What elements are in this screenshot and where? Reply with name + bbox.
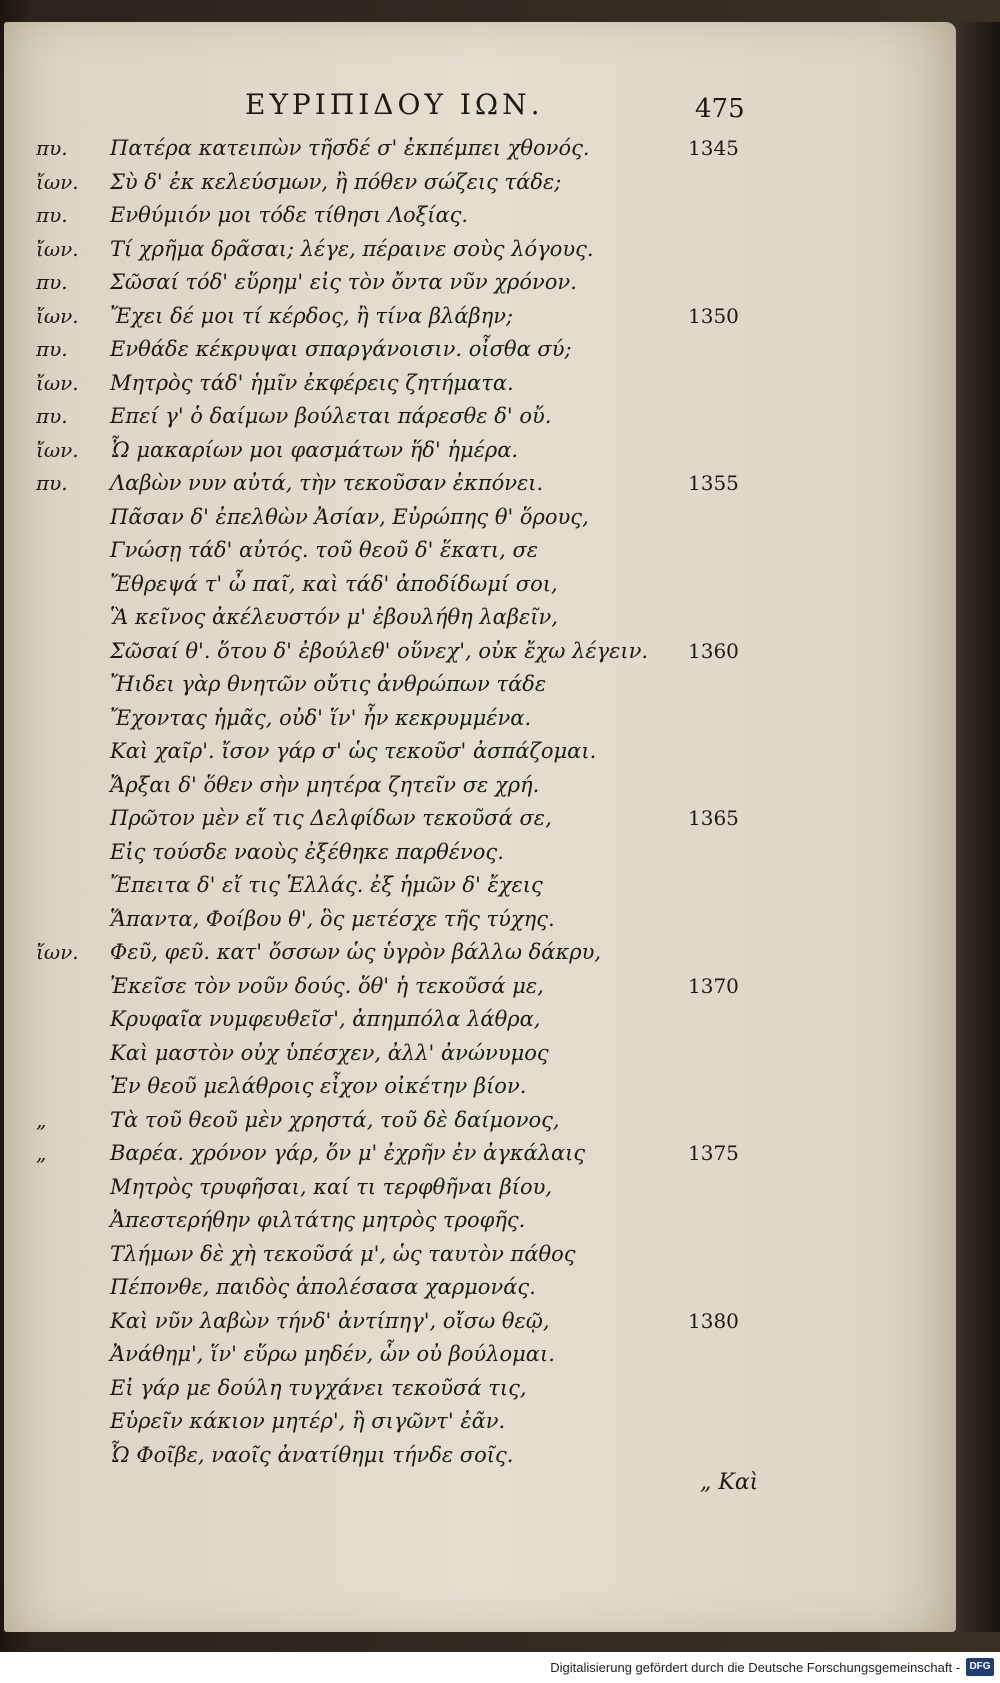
verse-line (0, 1338, 1000, 1372)
verse-text: Τὰ τοῦ θεοῦ μὲν χρηστά, τοῦ δὲ δαίμονος, (110, 1107, 560, 1132)
verse-text: Πατέρα κατειπὼν τῆσδέ σ' ἐκπέμπει χθονός. (110, 136, 590, 160)
dfg-logo: DFG (966, 1658, 994, 1676)
verse-text: Πρῶτον μὲν εἴ τις Δελφίδων τεκοῦσά σε, (110, 806, 552, 830)
speaker-label: ἴων. (36, 940, 79, 964)
speaker-label: πυ. (36, 471, 68, 495)
verse-line (0, 233, 1000, 267)
verse-text: Ενθάδε κέκρυψαι σπαργάνοισιν. οἶσθα σύ; (110, 337, 572, 361)
verse-text: Γνώσῃ τάδ' αὐτός. τοῦ θεοῦ δ' ἕκατι, σε (110, 538, 539, 562)
verse-line (0, 702, 1000, 736)
verse-line (0, 1271, 1000, 1305)
verse-line (0, 936, 1000, 970)
verse-line (0, 266, 1000, 300)
line-number: 1370 (688, 973, 739, 998)
verse-text: Σὺ δ' ἐκ κελεύσμων, ἢ πόθεν σώζεις τάδε; (110, 169, 562, 194)
speaker-label: „ (36, 1141, 47, 1165)
speaker-label: πυ. (36, 136, 68, 160)
line-number: 1350 (688, 303, 739, 328)
verse-text: Εἰς τούσδε ναοὺς ἐξέθηκε παρθένος. (110, 839, 504, 864)
verse-text: Ἃ κεῖνος ἀκέλευστόν μ' ἐβουλήθη λαβεῖν, (110, 605, 558, 629)
verse-text: Ἤιδει γὰρ θνητῶν οὔτις ἀνθρώπων τάδε (110, 672, 547, 696)
speaker-label: πυ. (36, 337, 68, 361)
verse-text: Επεί γ' ὁ δαίμων βούλεται πάρεσθε δ' οὔ. (110, 404, 552, 428)
verse-text: Πᾶσαν δ' ἐπελθὼν Ἀσίαν, Εὐρώπης θ' ὅρους, (110, 504, 589, 529)
speaker-label: πυ. (36, 203, 68, 227)
verse-line (0, 1305, 1000, 1339)
verse-line (0, 601, 1000, 635)
verse-text: Ὦ Φοῖβε, ναοῖς ἀνατίθημι τήνδε σοῖς. (110, 1442, 514, 1467)
running-title: ΕΥΡΙΠΙΔΟΥ ΙΩΝ. (245, 88, 544, 121)
line-number: 1365 (688, 806, 739, 830)
verse-line (0, 534, 1000, 568)
verse-text: Ἔπειτα δ' εἴ τις Ἑλλάς. ἐξ ἡμῶν δ' ἔχεις (110, 873, 543, 897)
page-number: 475 (695, 94, 745, 124)
verse-line (0, 668, 1000, 702)
verse-text: Φεῦ, φεῦ. κατ' ὄσσων ὡς ὑγρὸν βάλλω δάκρυ, (110, 940, 602, 964)
verse-text: Εὑρεῖν κάκιον μητέρ', ἢ σιγῶντ' ἐᾶν. (110, 1409, 506, 1433)
verse-text: Ἔχει δέ μοι τί κέρδος, ἢ τίνα βλάβην; (110, 303, 514, 328)
verse-line (0, 300, 1000, 334)
verse-line (0, 367, 1000, 401)
catchword: „ Καὶ (700, 1470, 759, 1495)
verse-text: Βαρέα. χρόνον γάρ, ὅν μ' ἐχρῆν ἐν ἀγκάλαις (110, 1141, 586, 1165)
verse-line (0, 1372, 1000, 1406)
verse-line (0, 1439, 1000, 1473)
verse-text: Ἅπαντα, Φοίβου θ', ὃς μετέσχε τῆς τύχης. (110, 906, 555, 931)
page-header (0, 88, 1000, 128)
speaker-label: „ (36, 1107, 47, 1132)
verse-text: Μητρὸς τάδ' ἡμῖν ἐκφέρεις ζητήματα. (110, 370, 514, 395)
verse-line (0, 635, 1000, 669)
verse-text: Λαβὼν νυν αὐτά, τὴν τεκοῦσαν ἐκπόνει. (110, 471, 544, 495)
verse-line (0, 333, 1000, 367)
verse-text: Καὶ νῦν λαβὼν τήνδ' ἀντίπηγ', οἴσω θεῷ, (110, 1308, 550, 1333)
line-number: 1360 (688, 638, 739, 663)
verse-line (0, 769, 1000, 803)
verse-text: Εἰ γάρ με δούλη τυγχάνει τεκοῦσά τις, (110, 1375, 527, 1400)
verse-text: Σῶσαί τόδ' εὕρημ' εἰς τὸν ὄντα νῦν χρόνον. (110, 270, 577, 294)
verse-text: Τί χρῆμα δρᾶσαι; λέγε, πέραινε σοὺς λόγους. (110, 236, 594, 261)
speaker-label: ἴων. (36, 370, 79, 395)
verse-line (0, 1137, 1000, 1171)
verse-line (0, 970, 1000, 1004)
verse-text: Καὶ μαστὸν οὐχ ὑπέσχεν, ἀλλ' ἀνώνυμος (110, 1040, 549, 1065)
verse-line (0, 1405, 1000, 1439)
verse-line (0, 1238, 1000, 1272)
speaker-label: πυ. (36, 404, 68, 428)
verse-line (0, 400, 1000, 434)
verse-line (0, 735, 1000, 769)
verse-line (0, 802, 1000, 836)
verse-line (0, 1104, 1000, 1138)
footer-bar (0, 1652, 1000, 1683)
line-number: 1345 (688, 136, 739, 160)
verse-text: Ὦ μακαρίων μοι φασμάτων ἥδ' ἡμέρα. (110, 437, 519, 462)
verse-text: Σῶσαί θ'. ὅτου δ' ἐβούλεθ' οὕνεχ', οὐκ ἔχω λέγειν. (110, 638, 649, 663)
verse-line (0, 869, 1000, 903)
verse-line (0, 1204, 1000, 1238)
verse-line (0, 467, 1000, 501)
verse-text: Καὶ χαῖρ'. ἴσον γάρ σ' ὡς τεκοῦσ' ἀσπάζομαι. (110, 739, 597, 763)
verse-text: Κρυφαῖα νυμφευθεῖσ', ἀπημπόλα λάθρα, (110, 1007, 541, 1031)
verse-text: Ἔχοντας ἡμᾶς, οὐδ' ἵν' ἦν κεκρυμμένα. (110, 705, 532, 730)
line-number: 1355 (688, 471, 739, 495)
verse-line (0, 1171, 1000, 1205)
verse-text: Ἐκεῖσε τὸν νοῦν δούς. ὅθ' ἡ τεκοῦσά με, (110, 973, 544, 998)
verse-line (0, 166, 1000, 200)
verse-text: Ἔθρεψά τ' ὦ παῖ, καὶ τάδ' ἀποδίδωμί σοι, (110, 571, 558, 596)
verse-line (0, 836, 1000, 870)
verse-lines (0, 132, 1000, 1472)
funding-credit: Digitalisierung gefördert durch die Deutsche Forschungsgemeinschaft - (550, 1660, 960, 1675)
verse-line (0, 434, 1000, 468)
verse-line (0, 1003, 1000, 1037)
line-number: 1375 (688, 1141, 739, 1165)
speaker-label: ἴων. (36, 303, 79, 328)
speaker-label: ἴων. (36, 169, 79, 194)
verse-line (0, 132, 1000, 166)
verse-line (0, 568, 1000, 602)
verse-text: Τλήμων δὲ χὴ τεκοῦσά μ', ὡς ταυτὸν πάθος (110, 1241, 576, 1266)
verse-line (0, 903, 1000, 937)
speaker-label: πυ. (36, 270, 68, 294)
verse-line (0, 1070, 1000, 1104)
verse-text: Ἀνάθημ', ἵν' εὕρω μηδέν, ὧν οὐ βούλομαι. (110, 1342, 555, 1366)
verse-text: Ἀπεστερήθην φιλτάτης μητρὸς τροφῆς. (110, 1208, 526, 1232)
verse-text: Ἐν θεοῦ μελάθροις εἶχον οἰκέτην βίον. (110, 1074, 527, 1098)
speaker-label: ἴων. (36, 236, 79, 261)
line-number: 1380 (688, 1308, 739, 1333)
verse-line (0, 501, 1000, 535)
verse-line (0, 1037, 1000, 1071)
verse-text: Ενθύμιόν μοι τόδε τίθησι Λοξίας. (110, 203, 469, 227)
verse-text: Μητρὸς τρυφῆσαι, καί τι τερφθῆναι βίου, (110, 1174, 553, 1199)
verse-text: Ἄρξαι δ' ὅθεν σὴν μητέρα ζητεῖν σε χρή. (110, 772, 540, 797)
verse-line (0, 199, 1000, 233)
speaker-label: ἴων. (36, 437, 79, 462)
verse-text: Πέπονθε, παιδὸς ἀπολέσασα χαρμονάς. (110, 1275, 536, 1299)
